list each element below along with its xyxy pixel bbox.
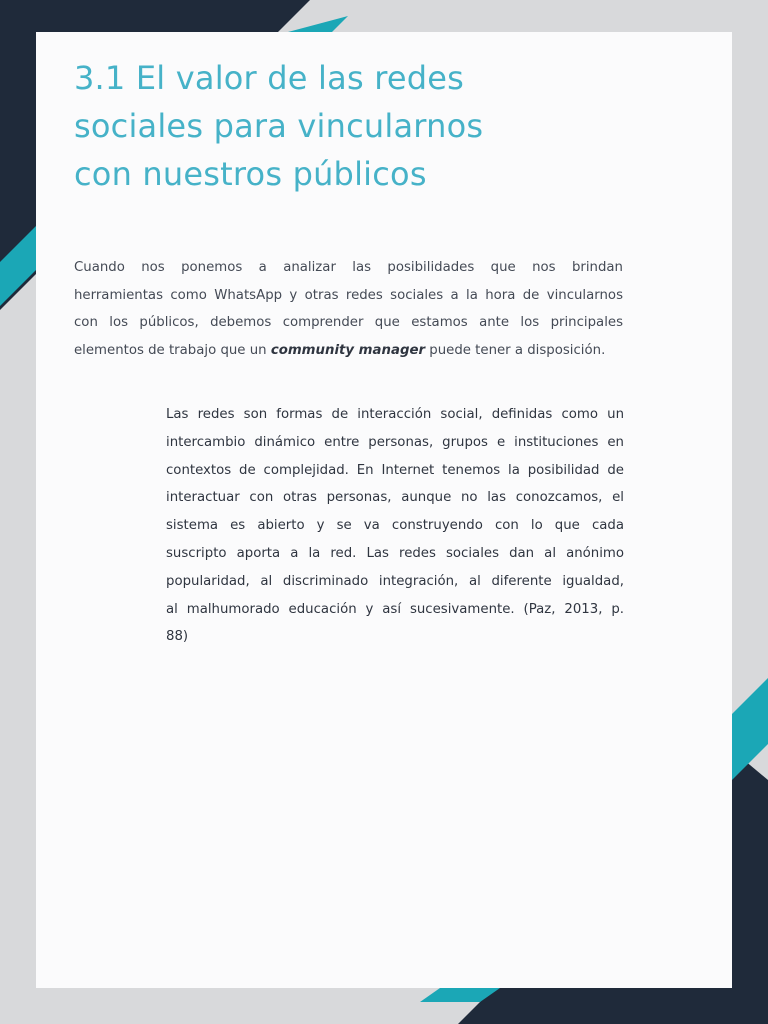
quote-line: interactuar con otras personas, aunque no las conozcamos, el (166, 490, 624, 506)
section-title-line: 3.1 El valor de las redes (74, 59, 465, 97)
intro-text: puede tener a disposición. (425, 343, 606, 359)
quote-line: Las redes son formas de interacción social, definidas como un (166, 407, 624, 422)
emphasis-term: community manager (270, 343, 426, 359)
intro-line: herramientas como WhatsApp y otras redes sociales a la hora de vincularnos (74, 287, 623, 303)
quote-line: 88) (166, 629, 189, 645)
section-title (74, 54, 634, 198)
intro-line: Cuando nos ponemos a analizar las posibilidades que nos brindan (74, 260, 623, 275)
intro-line (74, 337, 623, 365)
block-quote (166, 401, 624, 651)
intro-text: elementos de trabajo que un (74, 343, 271, 359)
quote-line: suscripto aporta a la red. Las redes sociales dan al anónimo (166, 545, 624, 561)
quote-line: al malhumorado educación y así sucesivamente. (Paz, 2013, p. (166, 601, 624, 617)
quote-line: contextos de complejidad. En Internet tenemos la posibilidad de (166, 462, 624, 478)
intro-paragraph (74, 254, 623, 365)
quote-line: sistema es abierto y se va construyendo con lo que cada (166, 518, 624, 534)
teal-stripe-top-right-small (288, 16, 348, 32)
teal-stripe-bottom-right (732, 678, 768, 780)
intro-line: con los públicos, debemos comprender que estamos ante los principales (74, 315, 623, 331)
section-title-line: con nuestros públicos (74, 155, 427, 193)
quote-line: intercambio dinámico entre personas, grupos e instituciones en (166, 434, 624, 450)
section-title-line: sociales para vincularnos (74, 107, 484, 145)
quote-line: popularidad, al discriminado integración, al diferente igualdad, (166, 573, 624, 589)
